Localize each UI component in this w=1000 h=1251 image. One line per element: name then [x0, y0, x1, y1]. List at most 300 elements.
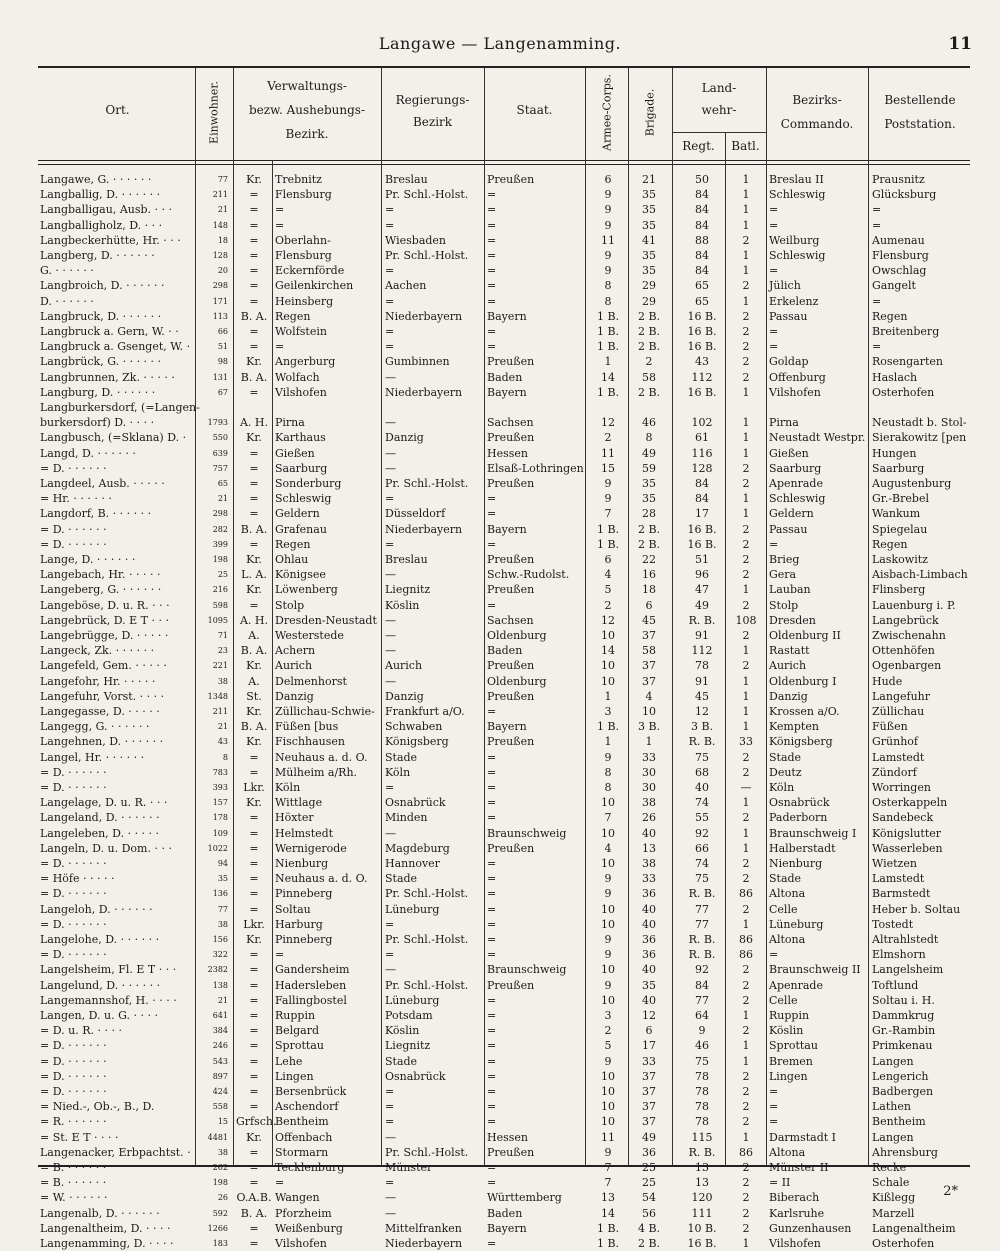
brigade-cell: 49 [642, 1130, 656, 1144]
bataillon-cell: 2 [742, 1085, 750, 1098]
verwaltung-cell: Kr. [246, 705, 262, 718]
kommando-cell: Köslin [769, 1024, 804, 1038]
regiment-cell: 40 [695, 781, 709, 794]
table-row [0, 172, 1000, 187]
brigade-cell: 37 [642, 674, 656, 688]
staat-cell: = [487, 598, 497, 612]
poststation-cell: Gr.-Brebel [872, 492, 929, 506]
einwohner-cell: 178 [212, 813, 228, 823]
table-row [0, 370, 1000, 385]
verwaltung-cell: B. A. [240, 644, 268, 658]
bezirk-cell: Gießen [275, 446, 315, 460]
staat-cell: = [487, 1161, 497, 1174]
verwaltung-cell: A. H. [239, 613, 269, 627]
einwohner-cell: 157 [212, 798, 228, 808]
ort-cell: Langburkersdorf, (=Langen- [40, 401, 200, 414]
einwohner-cell: 38 [217, 1147, 228, 1157]
regiment-cell: 84 [695, 978, 709, 992]
regiment-cell: 78 [695, 659, 709, 673]
einwohner-cell: 21 [217, 494, 228, 504]
bataillon-cell: 1 [742, 1009, 750, 1022]
regierung-cell: Stade [385, 1054, 418, 1068]
table-row [0, 734, 1000, 749]
regierung-cell: Frankfurt a/O. [385, 705, 465, 718]
bataillon-cell: 1 [742, 492, 750, 506]
einwohner-cell: 558 [212, 1102, 228, 1112]
bataillon-cell: 2 [742, 978, 750, 992]
poststation-cell: Langen [872, 1054, 914, 1068]
poststation-cell: Tostedt [872, 917, 914, 931]
regiment-cell: 55 [695, 811, 709, 825]
poststation-cell: Rosengarten [872, 355, 944, 369]
brigade-cell: 21 [642, 173, 656, 186]
armee-corps-cell: 10 [601, 963, 615, 977]
regiment-cell: 66 [695, 841, 709, 855]
regiment-cell: R. B. [688, 933, 716, 946]
staat-cell: Bayern [487, 1221, 527, 1235]
regiment-cell: 84 [695, 492, 709, 506]
staat-cell: Baden [487, 370, 523, 384]
running-head [0, 34, 1000, 58]
table-row [0, 461, 1000, 476]
ort-cell: Langelage, D. u. R. · · · [40, 796, 168, 810]
bataillon-cell: 2 [742, 963, 750, 977]
brigade-cell: 35 [642, 492, 656, 506]
kommando-cell: Sprottau [769, 1039, 818, 1053]
verwaltung-cell: = [249, 218, 259, 232]
staat-cell: = [487, 203, 497, 217]
regierung-cell: — [385, 1191, 396, 1205]
kommando-cell: Passau [769, 309, 808, 323]
verwaltung-cell: Kr. [246, 735, 262, 749]
page-number: 11 [948, 34, 972, 54]
poststation-cell: Heber b. Soltau [872, 902, 961, 916]
poststation-cell: Grünhof [872, 735, 918, 749]
kommando-cell: Bremen [769, 1054, 813, 1068]
regiment-cell: 78 [695, 1100, 709, 1114]
poststation-cell: = [872, 203, 882, 217]
einwohner-cell: 23 [217, 646, 228, 656]
ort-cell: Langelsheim, Fl. E T · · · [40, 963, 177, 977]
staat-cell: Preußen [487, 477, 535, 490]
staat-cell: Preußen [487, 978, 535, 992]
bataillon-cell: 2 [742, 1069, 750, 1083]
brigade-cell: 28 [642, 507, 656, 521]
armee-corps-cell: 6 [604, 553, 612, 566]
brigade-cell: 37 [642, 1069, 656, 1083]
regiment-cell: 84 [695, 264, 709, 278]
regiment-cell: 84 [695, 477, 709, 490]
page-signature: 2* [943, 1184, 958, 1199]
bezirk-cell: Vilshofen [275, 385, 327, 399]
verwaltung-cell: = [249, 1054, 259, 1068]
bataillon-cell: 1 [742, 689, 750, 703]
bataillon-cell: 2 [742, 309, 750, 323]
einwohner-cell: 38 [217, 919, 228, 929]
bataillon-cell: 2 [742, 553, 750, 566]
bezirk-cell: Heinsberg [275, 294, 334, 308]
kommando-cell: Schleswig [769, 249, 826, 262]
bezirk-cell: Weißenburg [275, 1221, 343, 1235]
kommando-cell [769, 400, 869, 415]
table-row [0, 765, 1000, 780]
bezirk-cell: Ruppin [275, 1009, 316, 1022]
ort-cell: Langbruck a. Gern, W. · · [40, 325, 179, 338]
einwohner-cell: 592 [212, 1208, 228, 1218]
regiment-cell: 77 [695, 917, 709, 931]
einwohner-cell: 38 [217, 676, 228, 686]
brigade-cell: 2 B. [637, 325, 661, 338]
verwaltung-cell: = [249, 1237, 259, 1250]
bataillon-cell [727, 400, 765, 415]
brigade-cell: 29 [642, 279, 656, 293]
kommando-cell: Oldenburg I [769, 674, 837, 688]
brigade-cell: 8 [645, 431, 653, 445]
einwohner-cell: 35 [217, 874, 228, 884]
bezirk-cell: Köln [275, 781, 301, 794]
verwaltung-cell: = [249, 188, 259, 202]
table-row [0, 1190, 1000, 1205]
regierung-cell: Köln [385, 765, 411, 779]
staat-cell: Preußen [487, 355, 535, 369]
bezirk-cell: Oberlahn- [275, 233, 331, 247]
table-row [0, 278, 1000, 293]
regierung-cell: = [385, 948, 395, 962]
header-landwehr-1: Land- [701, 81, 737, 95]
regierung-cell: — [385, 644, 396, 658]
armee-corps-cell: 10 [601, 1085, 615, 1098]
einwohner-cell: 66 [217, 327, 228, 336]
einwohner-cell: 550 [212, 433, 228, 443]
ort-cell: Langeböse, D. u. R. · · · [40, 598, 170, 612]
ort-cell: = B. · · · · · · [40, 1176, 107, 1190]
bataillon-cell: 1 [742, 674, 750, 688]
staat-cell: = [487, 1009, 497, 1022]
staat-cell: = [487, 933, 497, 946]
armee-corps-cell: 10 [601, 902, 615, 916]
regiment-cell: 75 [695, 750, 709, 764]
staat-cell: Baden [487, 1206, 523, 1220]
table-row [0, 704, 1000, 719]
poststation-cell: Badbergen [872, 1085, 934, 1098]
verwaltung-cell: Kr. [246, 659, 262, 673]
verwaltung-cell: = [249, 765, 259, 779]
kommando-cell: Lingen [769, 1069, 808, 1083]
table-row [0, 628, 1000, 643]
regiment-cell: 16 B. [687, 325, 717, 338]
kommando-cell: Weilburg [769, 233, 820, 247]
verwaltung-cell: = [249, 1145, 259, 1159]
brigade-cell: 1 [645, 735, 653, 749]
armee-corps-cell: 9 [604, 492, 612, 506]
regiment-cell: 47 [695, 583, 709, 597]
verwaltung-cell: = [249, 477, 259, 490]
bezirk-cell: Delmenhorst [275, 674, 347, 688]
armee-corps-cell: 7 [604, 507, 612, 521]
brigade-cell: 25 [642, 1176, 656, 1190]
bezirk-cell: Wangen [275, 1191, 320, 1205]
armee-corps-cell: 1 B. [596, 522, 620, 536]
bezirk-cell: Belgard [275, 1024, 320, 1038]
regierung-cell: = [385, 294, 395, 308]
brigade-cell: 36 [642, 887, 656, 901]
staat-cell: Württemberg [487, 1191, 562, 1205]
bezirk-cell: = [275, 203, 285, 217]
ort-cell: = B. · · · · · · [40, 1161, 107, 1174]
einwohner-cell: 94 [217, 859, 228, 868]
brigade-cell: 22 [642, 553, 656, 566]
header-kommando-2: Commando. [780, 117, 854, 131]
verwaltung-cell: = [249, 203, 259, 217]
table-row [0, 1054, 1000, 1069]
armee-corps-cell: 10 [601, 857, 615, 870]
staat-cell: = [487, 188, 497, 202]
ort-cell: Langebach, Hr. · · · · · [40, 568, 161, 582]
table-row [0, 187, 1000, 202]
bezirk-cell: Westerstede [275, 629, 344, 642]
table-row [0, 1084, 1000, 1099]
bezirk-cell: Aschendorf [275, 1100, 339, 1114]
table-row [0, 202, 1000, 217]
bataillon-cell: 1 [742, 1054, 750, 1068]
brigade-cell: 33 [642, 1054, 656, 1068]
verwaltung-cell: = [249, 249, 259, 262]
ort-cell: Langeleben, D. · · · · · [40, 826, 160, 840]
kommando-cell: Celle [769, 993, 798, 1007]
header-landwehr-2: wehr- [701, 103, 737, 117]
staat-cell: = [487, 249, 497, 262]
armee-corps-cell: 8 [604, 765, 612, 779]
regiment-cell: 3 B. [690, 720, 714, 734]
ort-cell: = Nied.-, Ob.-, B., D. [40, 1100, 155, 1114]
poststation-cell: Schale [872, 1176, 910, 1190]
verwaltung-cell: = [249, 446, 259, 460]
kommando-cell: Apenrade [769, 477, 823, 490]
einwohner-cell: 198 [212, 555, 228, 564]
kommando-cell: Krossen a/O. [769, 705, 840, 718]
regierung-cell: = [385, 537, 395, 551]
verwaltung-cell: = [249, 294, 259, 308]
staat-cell: Preußen [487, 689, 535, 703]
header-top-rule [38, 66, 970, 68]
brigade-cell: 2 [645, 355, 653, 369]
bezirk-cell: Trebnitz [275, 173, 322, 186]
bezirk-cell: Grafenau [275, 522, 327, 536]
kommando-cell: Stade [769, 750, 802, 764]
table-row [0, 689, 1000, 704]
kommando-cell: Passau [769, 522, 808, 536]
regiment-cell: 12 [695, 705, 709, 718]
header-post-2: Poststation. [884, 117, 956, 131]
regierung-cell: Hannover [385, 857, 440, 870]
regiment-cell: 61 [695, 431, 709, 445]
staat-cell: = [487, 811, 497, 825]
bezirk-cell: Dresden-Neustadt [275, 613, 377, 627]
staat-cell: Bayern [487, 522, 527, 536]
staat-cell: Hessen [487, 446, 528, 460]
kommando-cell: Nienburg [769, 857, 823, 870]
table-row [0, 613, 1000, 628]
brigade-cell: 25 [642, 1161, 656, 1174]
kommando-cell: Geldern [769, 507, 814, 521]
staat-cell: = [487, 993, 497, 1007]
armee-corps-cell: 6 [604, 173, 612, 186]
regiment-cell: 65 [695, 294, 709, 308]
regiment-cell: 49 [695, 598, 709, 612]
einwohner-cell: 18 [217, 235, 228, 245]
regierung-cell: Schwaben [385, 720, 443, 734]
regierung-cell: = [385, 1115, 395, 1129]
header-brigade: Brigade. [643, 88, 657, 137]
header-regt: Regt. [682, 139, 715, 153]
bataillon-cell: 2 [742, 522, 750, 536]
verwaltung-cell: Kr. [246, 355, 262, 369]
armee-corps-cell: 13 [601, 1191, 615, 1205]
kommando-cell: Altona [769, 887, 806, 901]
regiment-cell: 50 [695, 173, 709, 186]
kommando-cell: Gießen [769, 446, 809, 460]
bezirk-cell: Hadersleben [275, 978, 347, 992]
regiment-cell: 64 [695, 1009, 709, 1022]
table-row [0, 248, 1000, 263]
bezirk-cell: Saarburg [275, 461, 328, 475]
regiment-cell: 65 [695, 279, 709, 293]
ort-cell: = D. u. R. · · · · [40, 1024, 122, 1038]
table-row [0, 339, 1000, 354]
bataillon-cell: 1 [742, 385, 750, 399]
kommando-cell: Pirna [769, 416, 799, 430]
bataillon-cell: 1 [742, 644, 750, 658]
table-row [0, 902, 1000, 917]
armee-corps-cell: 1 [604, 689, 612, 703]
staat-cell: = [487, 887, 497, 901]
kommando-cell: Schleswig [769, 188, 826, 202]
verwaltung-cell: O.A.B. [236, 1191, 272, 1205]
armee-corps-cell: 1 B. [596, 340, 620, 354]
brigade-cell: 4 [645, 689, 653, 703]
bataillon-cell: 1 [742, 416, 750, 430]
brigade-cell: 38 [642, 796, 656, 810]
regiment-cell: 120 [691, 1191, 713, 1205]
poststation-cell: Saarburg [872, 461, 925, 475]
kommando-cell: Altona [769, 1145, 806, 1159]
einwohner-cell: 211 [212, 707, 228, 716]
brigade-cell: 6 [645, 598, 653, 612]
ort-cell: Langbrunnen, Zk. · · · · · [40, 370, 175, 384]
ort-cell: Langdeel, Ausb. · · · · · [40, 477, 165, 490]
kommando-cell: Darmstadt I [769, 1130, 836, 1144]
header-staat: Staat. [516, 103, 553, 117]
regierung-cell: Niederbayern [385, 1237, 463, 1250]
armee-corps-cell: 3 [604, 1009, 612, 1022]
ort-cell: Langbeckerhütte, Hr. · · · [40, 233, 181, 247]
brigade-cell: 29 [642, 294, 656, 308]
ort-cell: Langburg, D. · · · · · · [40, 385, 156, 399]
einwohner-cell: 138 [212, 980, 228, 990]
poststation-cell: Augustenburg [872, 477, 952, 490]
poststation-cell: Sandebeck [872, 811, 934, 825]
armee-corps-cell: 1 B. [596, 1237, 620, 1250]
regierung-cell: — [385, 461, 396, 475]
table-row [0, 476, 1000, 491]
poststation-cell [872, 400, 972, 415]
brigade-cell: 33 [642, 750, 656, 764]
bataillon-cell: 86 [739, 933, 753, 946]
einwohner-cell: 77 [217, 904, 228, 914]
poststation-cell: Altrahlstedt [872, 933, 939, 946]
table-row [0, 1069, 1000, 1084]
kommando-cell: Saarburg [769, 461, 822, 475]
verwaltung-cell: = [249, 1085, 259, 1098]
verwaltung-cell: Lkr. [243, 917, 265, 931]
armee-corps-cell: 14 [601, 644, 615, 658]
bezirk-cell: Regen [275, 309, 311, 323]
bezirk-cell: Lingen [275, 1069, 314, 1083]
poststation-cell: Breitenberg [872, 325, 940, 338]
brigade-cell: 58 [642, 644, 656, 658]
regierung-cell: Aachen [385, 279, 427, 293]
staat-cell: = [487, 1176, 497, 1190]
poststation-cell: Aisbach-Limbach [872, 568, 968, 582]
verwaltung-cell: B. A. [240, 522, 268, 536]
einwohner-cell: 216 [212, 585, 228, 595]
bezirk-cell: Angerburg [275, 355, 336, 369]
regierung-cell: Köslin [385, 598, 420, 612]
verwaltung-cell: = [249, 1069, 259, 1083]
regierung-cell: = [385, 264, 395, 278]
brigade-cell [630, 400, 668, 415]
poststation-cell: Elmshorn [872, 948, 926, 962]
bezirk-cell: = [275, 218, 285, 232]
bezirk-cell: Lehe [275, 1054, 303, 1068]
ort-cell: = D. · · · · · · [40, 887, 107, 901]
brigade-cell: 2 B. [637, 522, 661, 536]
regierung-cell: Pr. Schl.-Holst. [385, 477, 469, 490]
ort-cell: Langehnen, D. · · · · · · [40, 735, 164, 749]
ort-cell: Langawe, G. · · · · · · [40, 173, 152, 186]
table-row [0, 826, 1000, 841]
staat-cell [487, 400, 583, 415]
armee-corps-cell: 9 [604, 978, 612, 992]
bezirk-cell: Pforzheim [275, 1206, 332, 1220]
kommando-cell: Halberstadt [769, 841, 836, 855]
regiment-cell: 16 B. [687, 522, 717, 536]
ort-cell: = D. · · · · · · [40, 537, 107, 551]
armee-corps-cell: 9 [604, 750, 612, 764]
poststation-cell: Lamstedt [872, 750, 925, 764]
einwohner-cell: 1095 [207, 615, 228, 625]
bataillon-cell: 2 [742, 1221, 750, 1235]
bezirk-cell: Helmstedt [275, 826, 334, 840]
bezirk-cell: Flensburg [275, 249, 332, 262]
bataillon-cell: 2 [742, 325, 750, 338]
table-row [0, 932, 1000, 947]
bezirk-cell: Achern [275, 644, 316, 658]
bataillon-cell: 1 [742, 917, 750, 931]
table-row [0, 1099, 1000, 1114]
bataillon-cell: 86 [739, 887, 753, 901]
brigade-cell: 54 [642, 1191, 656, 1205]
kommando-cell: Braunschweig II [769, 963, 861, 977]
staat-cell: = [487, 264, 497, 278]
bataillon-cell: 2 [742, 598, 750, 612]
staat-cell: = [487, 1115, 497, 1129]
table-row [0, 993, 1000, 1008]
verwaltung-cell: = [249, 264, 259, 278]
ort-cell: = D. · · · · · · [40, 781, 107, 794]
bezirk-cell: Bentheim [275, 1115, 329, 1129]
table-row [0, 400, 1000, 415]
